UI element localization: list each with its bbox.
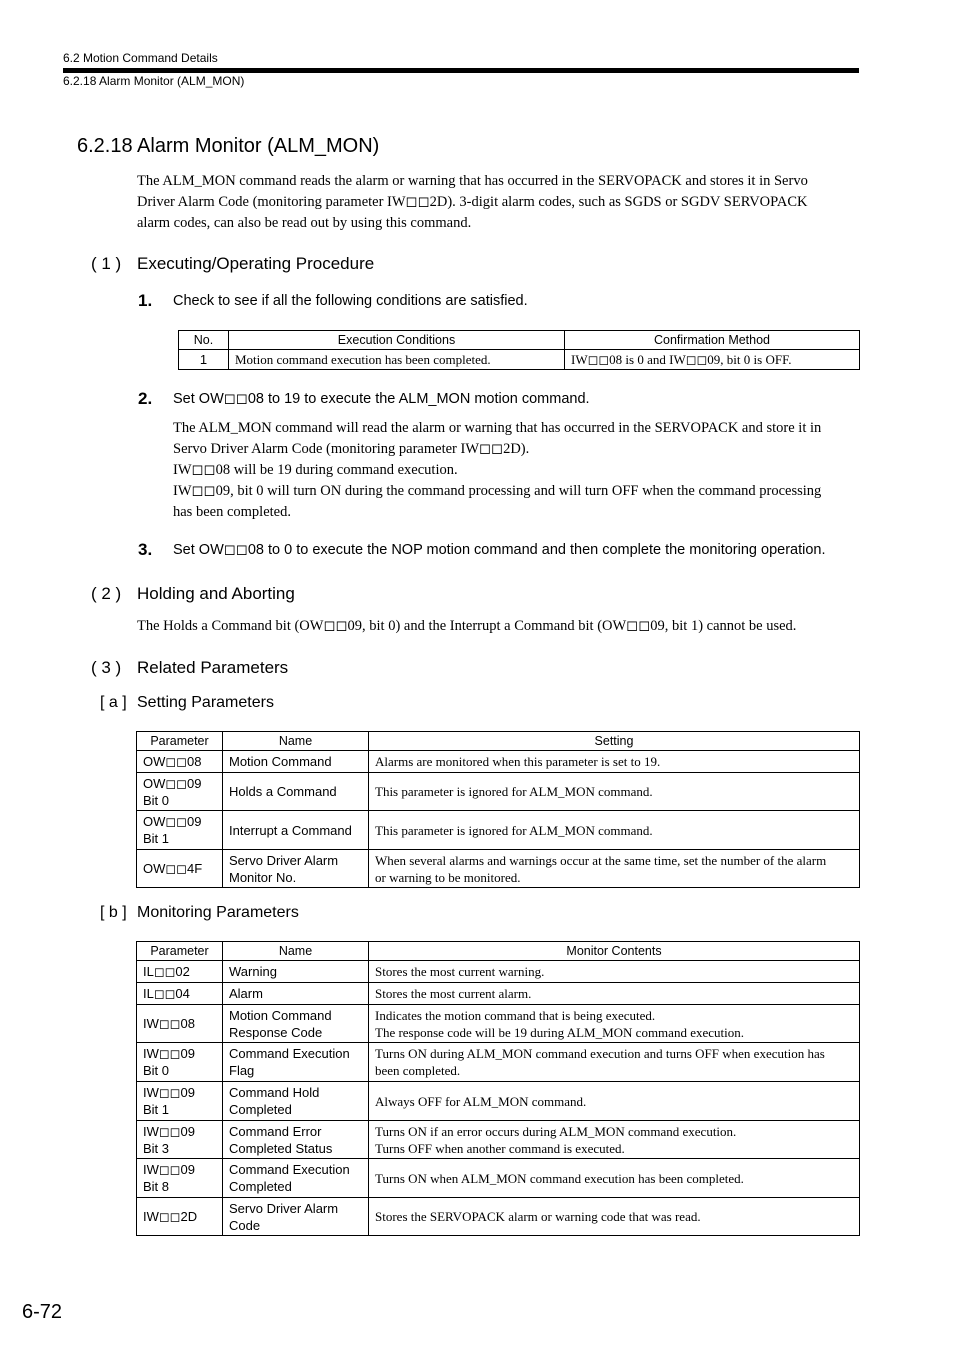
- header-rule: [63, 68, 859, 73]
- parameter-cell-line: IL◻◻02: [143, 964, 190, 979]
- name-cell-line: Completed Status: [229, 1140, 333, 1156]
- name-cell: [223, 961, 369, 983]
- description-cell: [369, 1043, 860, 1082]
- table-row: [137, 1159, 860, 1198]
- parameter-cell-line: IW◻◻08: [143, 1016, 195, 1031]
- name-cell-line: Command Execution: [229, 1162, 350, 1177]
- intro-line: Driver Alarm Code (monitoring parameter IW◻◻2D). 3-digit alarm codes, such as SGDS or SGDV SERVOPACK: [137, 194, 808, 210]
- parameter-cell: [137, 1043, 223, 1082]
- column-header: Name: [223, 942, 369, 961]
- name-cell: [223, 811, 369, 850]
- parameter-cell-line: OW◻◻08: [143, 754, 202, 769]
- step-2-text: Set OW◻◻08 to 19 to execute the ALM_MON motion command.: [173, 391, 590, 407]
- running-header-section: 6.2 Motion Command Details: [63, 51, 218, 65]
- column-header: Parameter: [137, 732, 223, 751]
- parameter-cell: [137, 1121, 223, 1159]
- description-cell-line: Always OFF for ALM_MON command.: [375, 1093, 587, 1109]
- parameter-cell-line: Bit 8: [143, 1179, 170, 1194]
- column-header: Confirmation Method: [565, 331, 860, 350]
- name-cell: [223, 1159, 369, 1198]
- description-cell-line: or warning to be monitored.: [375, 869, 521, 885]
- table-row: [137, 961, 860, 983]
- name-cell-line: Servo Driver Alarm: [229, 852, 339, 868]
- description-cell-line: When several alarms and warnings occur at the same time, set the number of the alarm: [375, 852, 827, 868]
- parameter-cell-line: IL◻◻04: [143, 986, 190, 1001]
- description-cell: [369, 1159, 860, 1198]
- name-cell: [223, 1005, 369, 1043]
- intro-line: alarm codes, can also be read out by using this command.: [137, 215, 472, 231]
- description-cell: [369, 1005, 860, 1043]
- parameter-cell: [137, 1082, 223, 1121]
- description-cell-line: Turns ON if an error occurs during ALM_MON command execution.: [375, 1123, 737, 1139]
- name-cell: [223, 850, 369, 888]
- column-header: Setting: [369, 732, 860, 751]
- name-cell-line: Command Hold: [229, 1085, 320, 1100]
- description-cell-line: The response code will be 19 during ALM_MON command execution.: [375, 1024, 744, 1040]
- step-1-number: 1.: [138, 291, 153, 310]
- parameter-cell-line: Bit 3: [143, 1140, 170, 1156]
- table-row: [137, 850, 860, 888]
- name-cell-line: Command Execution: [229, 1046, 350, 1061]
- name-cell: [223, 1198, 369, 1236]
- running-header-subsection: 6.2.18 Alarm Monitor (ALM_MON): [63, 74, 245, 88]
- column-header: No.: [179, 331, 229, 350]
- name-cell-line: Completed: [229, 1179, 292, 1194]
- name-cell: [223, 751, 369, 773]
- parameter-cell-line: IW◻◻09: [143, 1123, 195, 1139]
- parameter-cell: [137, 751, 223, 773]
- description-cell: [369, 1198, 860, 1236]
- step-2-body-line: has been completed.: [173, 504, 291, 520]
- subsection-a-label: [ a ]: [100, 694, 127, 711]
- table-cell: 1: [179, 350, 229, 370]
- table-header-row: [179, 331, 860, 350]
- table-row: [137, 1043, 860, 1082]
- table-row: [137, 773, 860, 811]
- description-cell-line: Turns ON when ALM_MON command execution has been completed.: [375, 1170, 744, 1186]
- description-cell: [369, 983, 860, 1005]
- parameter-cell: [137, 850, 223, 888]
- step-1-text: Check to see if all the following conditions are satisfied.: [173, 293, 528, 309]
- step-2-body-line: Servo Driver Alarm Code (monitoring parameter IW◻◻2D).: [173, 441, 530, 457]
- step-3-text: Set OW◻◻08 to 0 to execute the NOP motion command and then complete the monitoring operation.: [173, 542, 826, 558]
- table-cell: Motion command execution has been completed.: [229, 350, 565, 370]
- name-cell-line: Holds a Command: [229, 784, 337, 799]
- name-cell-line: Flag: [229, 1063, 255, 1078]
- parameter-cell: [137, 773, 223, 811]
- description-cell: [369, 751, 860, 773]
- name-cell-line: Warning: [229, 964, 277, 979]
- description-cell-line: Stores the SERVOPACK alarm or warning code that was read.: [375, 1209, 701, 1224]
- description-cell-line: been completed.: [375, 1063, 461, 1078]
- name-cell-line: Code: [229, 1217, 261, 1233]
- subsection-b-title: Monitoring Parameters: [137, 904, 299, 921]
- table-row: [179, 350, 860, 370]
- parameter-cell: [137, 983, 223, 1005]
- subsection-b-label: [ b ]: [100, 904, 127, 921]
- parameter-cell-line: IW◻◻09: [143, 1162, 195, 1177]
- section-1-number: ( 1 ): [91, 254, 122, 273]
- step-2-body-line: The ALM_MON command will read the alarm or warning that has occurred in the SERVOPACK and store it in: [173, 420, 822, 436]
- table-row: [137, 983, 860, 1005]
- name-cell-line: Alarm: [229, 986, 263, 1001]
- parameter-cell-line: OW◻◻4F: [143, 861, 203, 876]
- description-cell-line: Stores the most current warning.: [375, 964, 545, 979]
- description-cell: [369, 811, 860, 850]
- intro-paragraph: [137, 171, 808, 234]
- name-cell-line: Completed: [229, 1102, 292, 1117]
- name-cell: [223, 1121, 369, 1159]
- description-cell: [369, 850, 860, 888]
- description-cell: [369, 773, 860, 811]
- intro-line: The ALM_MON command reads the alarm or warning that has occurred in the SERVOPACK and stores it in Servo: [137, 173, 808, 189]
- column-header: Name: [223, 732, 369, 751]
- parameter-cell: [137, 1005, 223, 1043]
- name-cell-line: Motion Command: [229, 1007, 332, 1023]
- step-2-body-line: IW◻◻09, bit 0 will turn ON during the command processing and will turn OFF when the command processing: [173, 483, 822, 499]
- name-cell-line: Interrupt a Command: [229, 822, 352, 838]
- table-row: [137, 1005, 860, 1043]
- step-3-number: 3.: [138, 540, 153, 559]
- description-cell-line: This parameter is ignored for ALM_MON command.: [375, 822, 653, 838]
- name-cell: [223, 773, 369, 811]
- parameter-cell: [137, 1198, 223, 1236]
- name-cell: [223, 1082, 369, 1121]
- page-title: 6.2.18 Alarm Monitor (ALM_MON): [77, 135, 380, 157]
- parameter-cell-line: Bit 1: [143, 1102, 170, 1117]
- column-header: Monitor Contents: [369, 942, 860, 961]
- section-3-title: Related Parameters: [137, 658, 289, 677]
- description-cell-line: Stores the most current alarm.: [375, 986, 532, 1001]
- parameter-cell-line: OW◻◻09: [143, 775, 202, 791]
- parameter-cell-line: IW◻◻2D: [143, 1209, 198, 1224]
- setting-parameters-table: [136, 731, 860, 888]
- page-number: 6-72: [22, 1301, 63, 1323]
- parameter-cell-line: Bit 0: [143, 1063, 170, 1078]
- section-3-number: ( 3 ): [91, 658, 122, 677]
- parameter-cell-line: OW◻◻09: [143, 814, 202, 829]
- step-2-number: 2.: [138, 389, 153, 408]
- column-header: Parameter: [137, 942, 223, 961]
- section-2-title: Holding and Aborting: [137, 584, 295, 603]
- section-1-title: Executing/Operating Procedure: [137, 254, 375, 273]
- description-cell-line: Alarms are monitored when this parameter is set to 19.: [375, 754, 661, 769]
- table-row: [137, 1082, 860, 1121]
- parameter-cell: [137, 961, 223, 983]
- table-row: [137, 811, 860, 850]
- parameter-cell: [137, 811, 223, 850]
- column-header: Execution Conditions: [229, 331, 565, 350]
- parameter-cell-line: IW◻◻09: [143, 1046, 195, 1061]
- monitoring-parameters-table: [136, 941, 860, 1236]
- name-cell: [223, 1043, 369, 1082]
- description-cell-line: Indicates the motion command that is being executed.: [375, 1007, 656, 1023]
- name-cell-line: Motion Command: [229, 754, 332, 769]
- parameter-cell-line: Bit 1: [143, 831, 170, 846]
- parameter-cell: [137, 1159, 223, 1198]
- description-cell-line: Turns ON during ALM_MON command execution and turns OFF when execution has: [375, 1046, 825, 1061]
- description-cell-line: Turns OFF when another command is executed.: [375, 1140, 625, 1156]
- step-2-body-line: IW◻◻08 will be 19 during command execution.: [173, 462, 458, 478]
- description-cell: [369, 1082, 860, 1121]
- name-cell-line: Response Code: [229, 1024, 323, 1040]
- execution-conditions-table: [178, 330, 860, 370]
- table-cell: IW◻◻08 is 0 and IW◻◻09, bit 0 is OFF.: [565, 350, 860, 370]
- table-row: [137, 1121, 860, 1159]
- description-cell: [369, 961, 860, 983]
- table-header-row: [137, 942, 860, 961]
- parameter-cell-line: Bit 0: [143, 792, 170, 808]
- name-cell-line: Monitor No.: [229, 869, 297, 885]
- step-2-body: [173, 418, 821, 523]
- description-cell-line: This parameter is ignored for ALM_MON command.: [375, 784, 653, 799]
- table-row: [137, 751, 860, 773]
- table-header-row: [137, 732, 860, 751]
- name-cell-line: Servo Driver Alarm: [229, 1200, 339, 1216]
- section-2-number: ( 2 ): [91, 584, 122, 603]
- subsection-a-title: Setting Parameters: [137, 694, 274, 711]
- section-2-text: The Holds a Command bit (OW◻◻09, bit 0) and the Interrupt a Command bit (OW◻◻09, bit 1) cannot be used.: [137, 618, 797, 634]
- name-cell: [223, 983, 369, 1005]
- description-cell: [369, 1121, 860, 1159]
- table-row: [137, 1198, 860, 1236]
- name-cell-line: Command Error: [229, 1123, 322, 1139]
- parameter-cell-line: IW◻◻09: [143, 1085, 195, 1100]
